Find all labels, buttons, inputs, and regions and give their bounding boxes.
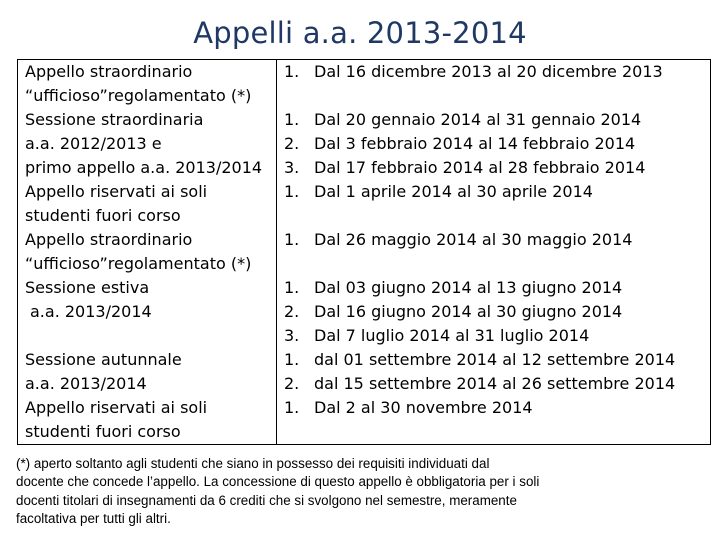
date-range: Dal 16 dicembre 2013 al 20 dicembre 2013 bbox=[314, 62, 663, 81]
exam-schedule-table bbox=[17, 59, 711, 445]
item-number: 1. bbox=[284, 230, 300, 249]
session-line: Sessione autunnale bbox=[25, 350, 182, 369]
item-number: 1. bbox=[284, 398, 300, 417]
item-number: 3. bbox=[284, 158, 300, 177]
footnote-line: facoltativa per tutti gli altri. bbox=[16, 511, 171, 527]
date-line bbox=[284, 396, 710, 420]
session-line: “ufficioso”regolamentato (*) bbox=[25, 86, 252, 105]
footnote-line: docente che concede l’appello. La concessione di questo appello è obbligatoria per i soli bbox=[16, 474, 540, 490]
date-range: Dal 1 aprile 2014 al 30 aprile 2014 bbox=[314, 182, 593, 201]
dates-cell bbox=[277, 60, 711, 445]
item-number: 1. bbox=[284, 110, 300, 129]
date-line bbox=[284, 420, 710, 444]
item-number: 1. bbox=[284, 350, 300, 369]
item-number: 2. bbox=[284, 134, 300, 153]
session-cell bbox=[18, 60, 277, 445]
session-line: studenti fuori corso bbox=[25, 422, 181, 441]
session-line: Appello straordinario bbox=[25, 62, 193, 81]
item-number: 3. bbox=[284, 326, 300, 345]
item-number: 2. bbox=[284, 302, 300, 321]
footnote-line: (*) aperto soltanto agli studenti che siano in possesso dei requisiti individuati dal bbox=[16, 456, 490, 471]
date-range: Dal 20 gennaio 2014 al 31 gennaio 2014 bbox=[314, 110, 642, 129]
item-number: 1. bbox=[284, 182, 300, 201]
date-line bbox=[284, 132, 710, 156]
session-line: Sessione estiva bbox=[25, 278, 150, 297]
date-range: Dal 7 luglio 2014 al 31 luglio 2014 bbox=[314, 326, 590, 345]
date-line bbox=[284, 348, 710, 372]
date-line bbox=[284, 204, 710, 228]
date-line bbox=[284, 276, 710, 300]
page-title: Appelli a.a. 2013-2014 bbox=[193, 16, 527, 50]
date-line bbox=[284, 324, 710, 348]
session-line: primo appello a.a. 2013/2014 bbox=[25, 158, 263, 177]
date-line bbox=[284, 300, 710, 324]
date-range: dal 01 settembre 2014 al 12 settembre 2014 bbox=[314, 350, 676, 369]
date-range: Dal 16 giugno 2014 al 30 giugno 2014 bbox=[314, 302, 623, 321]
date-range: Dal 3 febbraio 2014 al 14 febbraio 2014 bbox=[314, 134, 636, 153]
date-range: Dal 17 febbraio 2014 al 28 febbraio 2014 bbox=[314, 158, 646, 177]
session-line: Appello riservati ai soli bbox=[25, 182, 208, 201]
date-line bbox=[284, 84, 710, 108]
session-line: studenti fuori corso bbox=[25, 206, 181, 225]
date-line bbox=[284, 60, 710, 84]
session-line: Appello riservati ai soli bbox=[25, 398, 208, 417]
session-line: a.a. 2013/2014 bbox=[30, 302, 152, 321]
item-number: 2. bbox=[284, 374, 300, 393]
item-number: 1. bbox=[284, 62, 300, 81]
date-range: Dal 26 maggio 2014 al 30 maggio 2014 bbox=[314, 230, 633, 249]
item-number: 1. bbox=[284, 278, 300, 297]
footnote bbox=[16, 455, 706, 529]
date-range: Dal 2 al 30 novembre 2014 bbox=[314, 398, 533, 417]
date-line bbox=[284, 372, 710, 396]
table-row bbox=[18, 60, 711, 445]
date-line bbox=[284, 108, 710, 132]
date-range: Dal 03 giugno 2014 al 13 giugno 2014 bbox=[314, 278, 623, 297]
date-range: dal 15 settembre 2014 al 26 settembre 2014 bbox=[314, 374, 676, 393]
session-line: “ufficioso”regolamentato (*) bbox=[25, 254, 252, 273]
session-line: a.a. 2012/2013 e bbox=[25, 134, 162, 153]
date-line bbox=[284, 228, 710, 252]
date-line bbox=[284, 180, 710, 204]
session-line: a.a. 2013/2014 bbox=[25, 374, 147, 393]
footnote-line: docenti titolari di insegnamenti da 6 crediti che si svolgono nel semestre, meramente bbox=[16, 492, 517, 508]
date-line bbox=[284, 156, 710, 180]
date-line bbox=[284, 252, 710, 276]
session-line bbox=[18, 324, 276, 348]
session-line: Sessione straordinaria bbox=[25, 110, 204, 129]
session-line: Appello straordinario bbox=[25, 230, 193, 249]
